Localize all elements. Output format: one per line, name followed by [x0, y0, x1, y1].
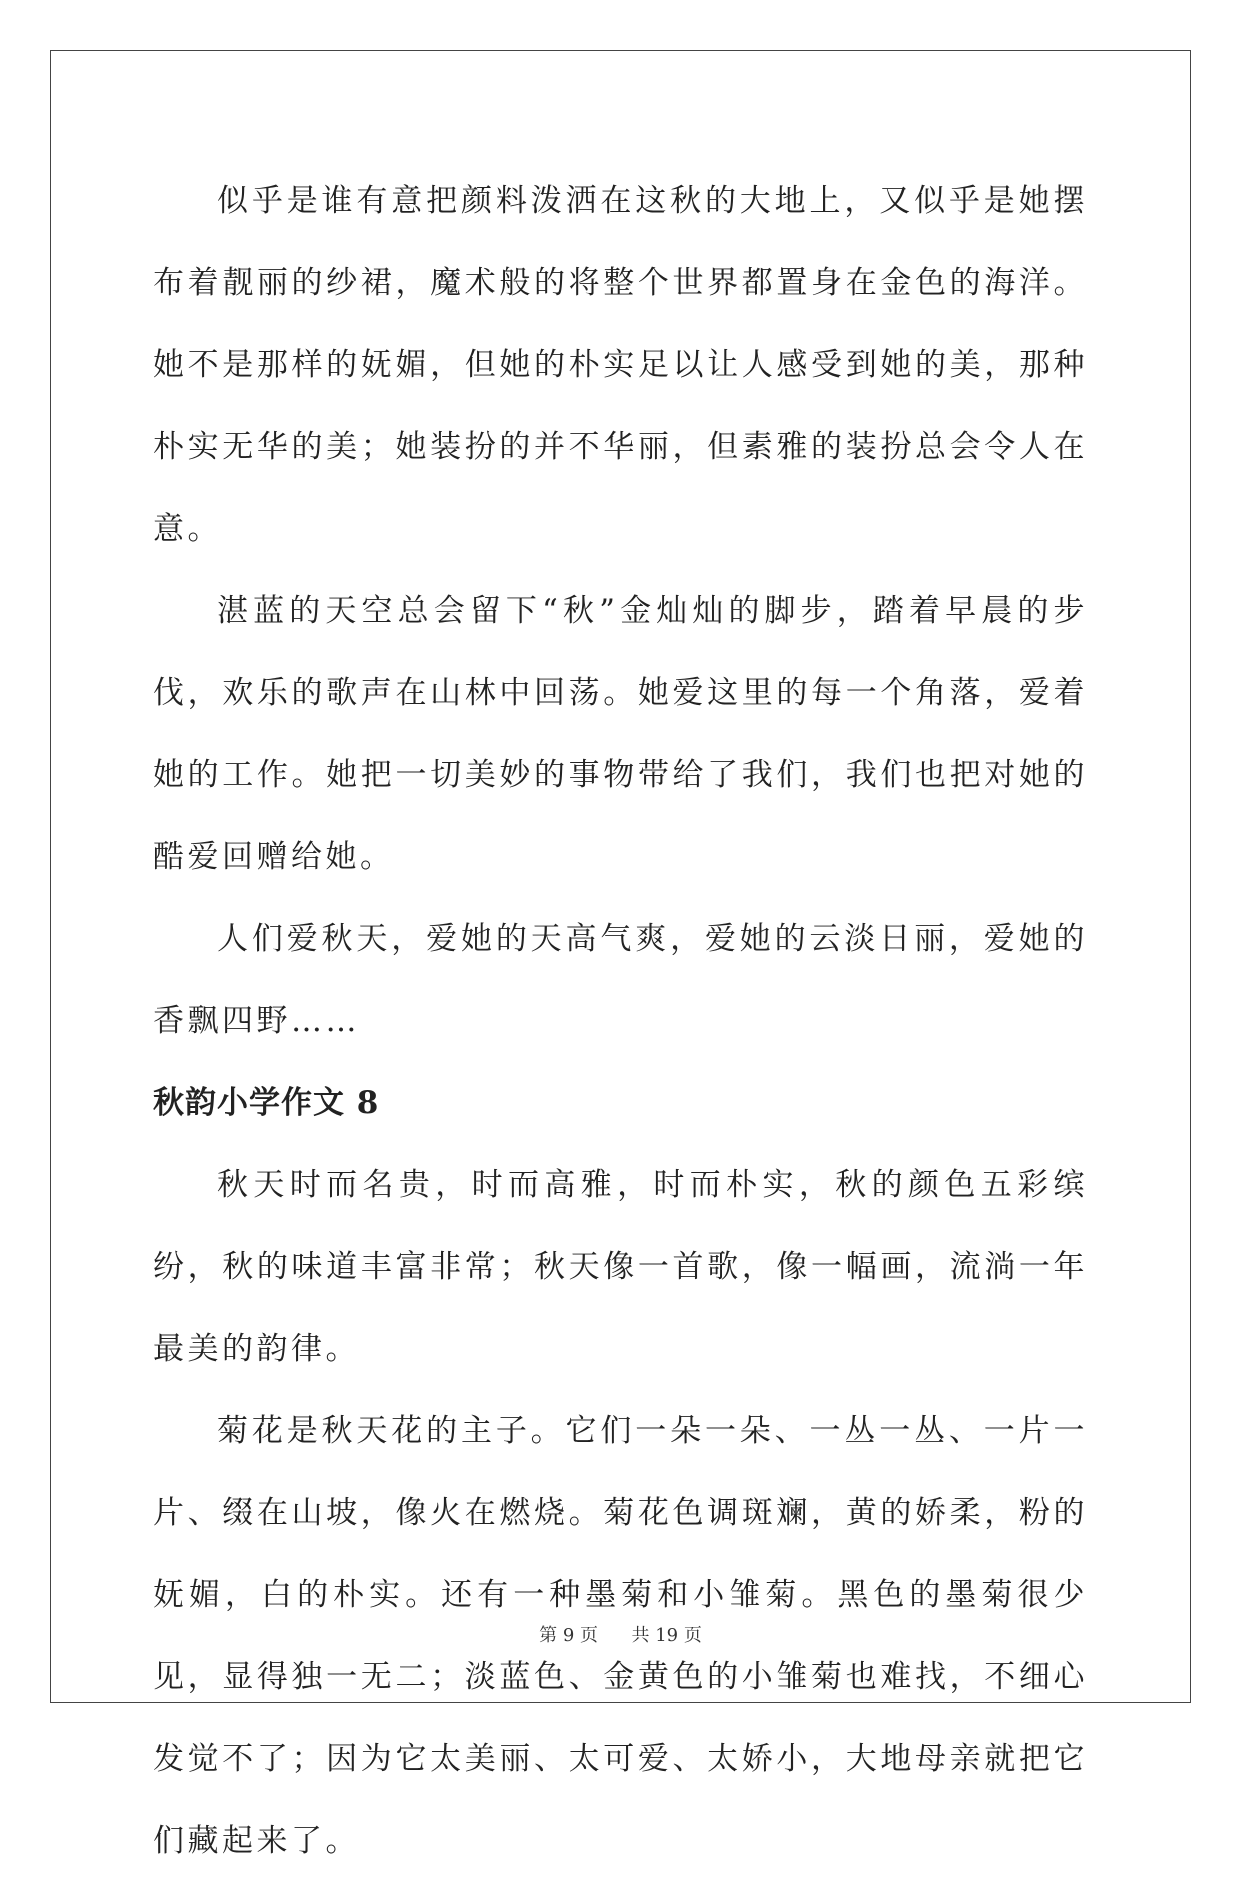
paragraph: 似乎是谁有意把颜料泼洒在这秋的大地上，又似乎是她摆布着靓丽的纱裙，魔术般的将整个世界都置身在金色的海洋。她不是那样的妩媚，但她的朴实足以让人感受到她的美，那种朴实无华的美；她装扮的并不华丽，但素雅的装扮总会令人在意。	[153, 183, 1088, 547]
paragraph: 秋天时而名贵，时而高雅，时而朴实，秋的颜色五彩缤纷，秋的味道丰富非常；秋天像一首歌，像一幅画，流淌一年最美的韵律。	[153, 1167, 1088, 1367]
paragraph: 湛蓝的天空总会留下“秋”金灿灿的脚步，踏着早晨的步伐，欢乐的歌声在山林中回荡。她爱这里的每一个角落，爱着她的工作。她把一切美妙的事物带给了我们，我们也把对她的酷爱回赠给她。	[153, 593, 1088, 875]
paragraph: 菊花是秋天花的主子。它们一朵一朵、一丛一丛、一片一片、缀在山坡，像火在燃烧。菊花色调斑斓，黄的娇柔，粉的妩媚，白的朴实。还有一种墨菊和小雏菊。黑色的墨菊很少见，显得独一无二；淡蓝色、金黄色的小雏菊也难找，不细心发觉不了；因为它太美丽、太可爱、太娇小，大地母亲就把它们藏起来了。	[153, 1413, 1088, 1859]
page-number: 第 9 页	[539, 1625, 599, 1646]
total-pages: 共 19 页	[631, 1625, 702, 1646]
section-title: 秋韵小学作文 8	[153, 1085, 380, 1121]
paragraph: 人们爱秋天，爱她的天高气爽，爱她的云淡日丽，爱她的香飘四野……	[153, 921, 1088, 1039]
page-footer	[0, 1624, 1241, 1648]
